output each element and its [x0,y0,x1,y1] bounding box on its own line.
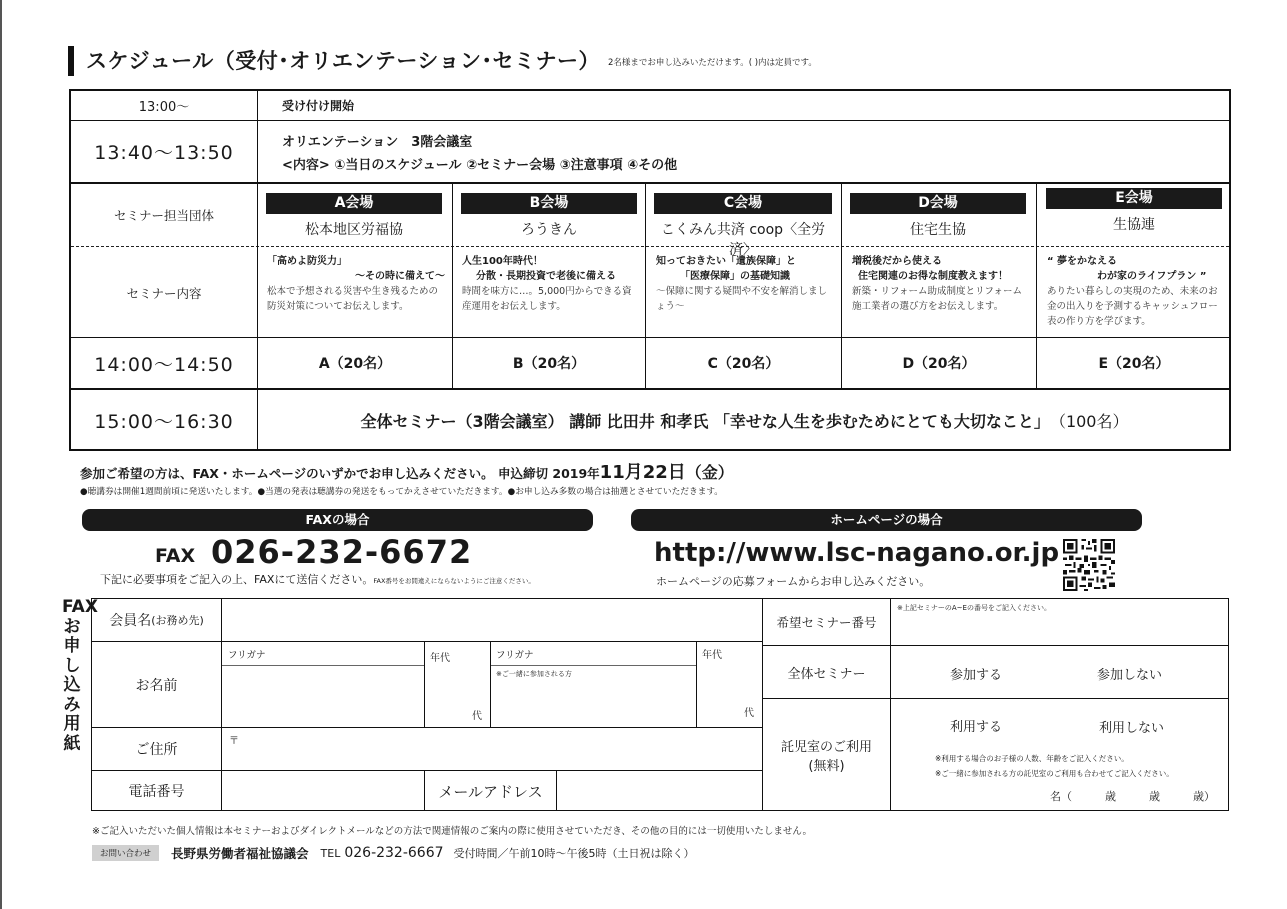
age-suffix-2: 代 [744,708,754,719]
main-time: 15:00〜16:30 [94,411,234,433]
reception-text: 受け付け開始 [282,99,355,113]
form-vertical-title: FAXお申し込み用紙 [62,597,98,754]
seats-a: A（20名） [318,356,392,372]
content-a-title: 「高めよ防災力」 [267,256,347,267]
content-e [1047,254,1225,329]
venue-b [461,193,637,239]
venue-e-org: 生協連 [1113,217,1155,233]
member-label-text: 会員名 [109,613,152,629]
attend-option[interactable]: 参加する [950,668,1003,683]
fax-pill: FAXの場合 [82,509,593,531]
header-bar [68,46,74,76]
schedule-table [69,89,1231,451]
seminar-number-label: 希望セミナー番号 [776,615,877,630]
website-url[interactable]: http://www.lsc-nagano.or.jp [654,538,1060,568]
content-c-desc: 〜保障に関する疑問や不安を解消しましょう〜 [656,286,828,312]
web-pill: ホームページの場合 [631,509,1142,531]
content-d-desc: 新築・リフォーム助成制度とリフォーム施工業者の選び方をお伝えします。 [852,286,1023,312]
tel-number: 026-232-6667 [344,845,444,861]
seminar-number-note: ※上記セミナーのA~Eの番号をご記入ください。 [897,604,1051,612]
venue-b-org: ろうきん [521,222,577,238]
address-field[interactable] [242,729,760,769]
venue-a-org: 松本地区労福協 [305,222,403,238]
seats-e: E（20名） [1098,356,1170,372]
organization-name: 長野県労働者福祉協議会 [171,846,309,861]
member-field[interactable] [222,600,761,640]
content-d [852,254,1030,314]
fax-label: FAX [155,545,196,567]
email-field[interactable] [557,772,761,810]
email-label: メールアドレス [438,782,543,801]
orientation-line1: オリエンテーション 3階会議室 [282,135,473,150]
content-a-subtitle: 〜その時に備えて〜 [355,271,445,282]
content-c-title: 知っておきたい「遺族保障」と [656,256,796,267]
content-b-title: 人生100年時代！ [462,256,543,267]
venue-a [266,193,442,239]
fax-number: 026-232-6672 [211,533,473,571]
content-c-subtitle: 「医療保障」の基礎知識 [680,271,790,282]
not-use-option[interactable]: 利用しない [1099,721,1165,736]
reception-time: 13:00〜 [138,100,190,115]
furigana-label-2: フリガナ [496,650,534,661]
furigana-label-1: フリガナ [228,650,266,661]
name-field-2[interactable] [491,679,695,726]
page-subtitle: 2名様までお申し込みいただけます。( )内は定員です。 [607,58,817,68]
not-attend-option[interactable]: 参加しない [1097,668,1163,683]
age-label-2: 年代 [702,650,722,661]
main-seminar-text: 全体セミナー（3階会議室） 講師 比田井 和孝氏 「幸せな人生を歩むためにとても大切なこと」 [360,412,1050,431]
age-field-1[interactable] [425,659,489,699]
name-label: お名前 [135,677,178,694]
age-suffix-1: 代 [472,711,482,722]
phone-field[interactable] [222,772,423,810]
member-label [92,599,221,641]
content-a [267,254,445,314]
page-title: スケジュール（受付･オリエンテーション･セミナー） [86,49,600,73]
childcare-note-2: ※ご一緒に参加される方の託児室のご利用も合わせてご記入ください。 [935,769,1174,778]
reception-hours: 受付時間／午前10時〜午後5時（土日祝は除く） [453,847,695,860]
org-row-label: セミナー担当団体 [113,207,214,223]
childcare-label-sub: (無料) [808,759,845,774]
seats-d: D（20名） [902,356,976,372]
age-label-1: 年代 [430,653,450,664]
contact-info [92,844,695,862]
apply-notice [80,458,734,484]
seats-c: C（20名） [707,356,780,372]
page-edge [0,0,2,909]
venue-a-head: A会場 [266,193,442,214]
content-e-subtitle: わが家のライフプラン ” [1097,271,1207,282]
childcare-label-text: 託児室のご利用 [780,740,872,755]
postal-mark: 〒 [229,736,239,747]
name-field-1[interactable] [222,666,423,726]
content-b-desc: 時間を味方に…。5,000円からできる資産運用をお伝えします。 [462,286,632,312]
venue-d-head: D会場 [850,193,1026,214]
content-d-subtitle: 住宅関連のお得な制度教えます！ [858,271,1008,282]
application-form [91,598,1229,811]
website-note: ホームページの応募フォームからお申し込みください。 [656,575,931,588]
venue-b-head: B会場 [461,193,637,214]
session-time: 14:00〜14:50 [94,353,234,376]
orientation-time: 13:40〜13:50 [94,142,234,164]
venue-d [850,193,1026,239]
seminar-number-field[interactable] [891,615,1228,644]
childcare-note-1: ※利用する場合のお子様の人数、年齢をご記入ください。 [935,754,1129,763]
venue-c-head: C会場 [654,193,832,214]
age-field-2[interactable] [697,659,761,699]
address-label: ご住所 [135,742,178,758]
content-row-label: セミナー内容 [126,285,202,301]
content-d-title: 増税後だから使える [852,256,942,267]
content-b-subtitle: 分散・長期投資で老後に備える [476,271,616,282]
childcare-label [763,699,890,811]
apply-notice-text: 参加ご希望の方は、FAX・ホームページのいずかでお申し込みください。 申込締切 2019年 [80,466,600,481]
fax-note [100,571,535,587]
companion-note: ※ご一緒に参加される方 [496,670,572,678]
use-option[interactable]: 利用する [950,720,1003,735]
fax-note-small: FAX番号をお間違えにならないようにご注意ください。 [373,577,535,585]
venue-d-org: 住宅生協 [910,222,966,238]
fax-note-text: 下記に必要事項をご記入の上、FAXにて送信ください。 [100,573,374,586]
venue-e-head: E会場 [1046,188,1222,209]
orientation-line2: <内容> ①当日のスケジュール ②セミナー会場 ③注意事項 ④その他 [282,158,678,173]
tel-label: TEL [320,846,341,860]
main-capacity: （100名） [1049,412,1129,431]
notice-details: ●聴講券は開催1週間前頃に発送いたします。●当選の発表は聴講券の発送をもってかえさせていただきます。●お申し込み多数の場合は抽選とさせていただきます。 [80,487,723,497]
section-header [68,46,817,76]
member-label-small: (お務め先) [151,614,204,627]
content-b [462,254,638,314]
content-a-desc: 松本で予想される災害や生き残るための防災対策についてお伝えします。 [267,286,439,312]
content-e-desc: ありたい暮らしの実現のため、未来のお金の出入りを予測するキャッシュフロー表の作り方を学びます。 [1047,286,1218,327]
deadline-date: 11月22日 [599,462,686,483]
venue-c-org: こくみん共済 coop〈全労済〉 [660,222,826,258]
content-e-title: “ 夢をかなえる [1047,256,1118,267]
childcare-count[interactable]: 名（ 歳 歳 歳） [1050,790,1215,803]
phone-label: 電話番号 [128,784,185,800]
seats-b: B（20名） [512,356,586,372]
privacy-note: ※ご記入いただいた個人情報は本セミナーおよびダイレクトメールなどの方法で関連情報のご案内の際に使用させていただき、その他の目的には一切使用いたしません。 [92,826,812,837]
qr-code-icon [1063,539,1115,591]
venue-c [654,193,832,259]
deadline-day: （金） [685,463,734,482]
inquiry-badge: お問い合わせ [92,845,159,861]
venue-e [1046,188,1222,234]
all-seminar-label: 全体セミナー [787,666,866,682]
main-seminar [258,390,1231,451]
content-c [656,254,836,314]
